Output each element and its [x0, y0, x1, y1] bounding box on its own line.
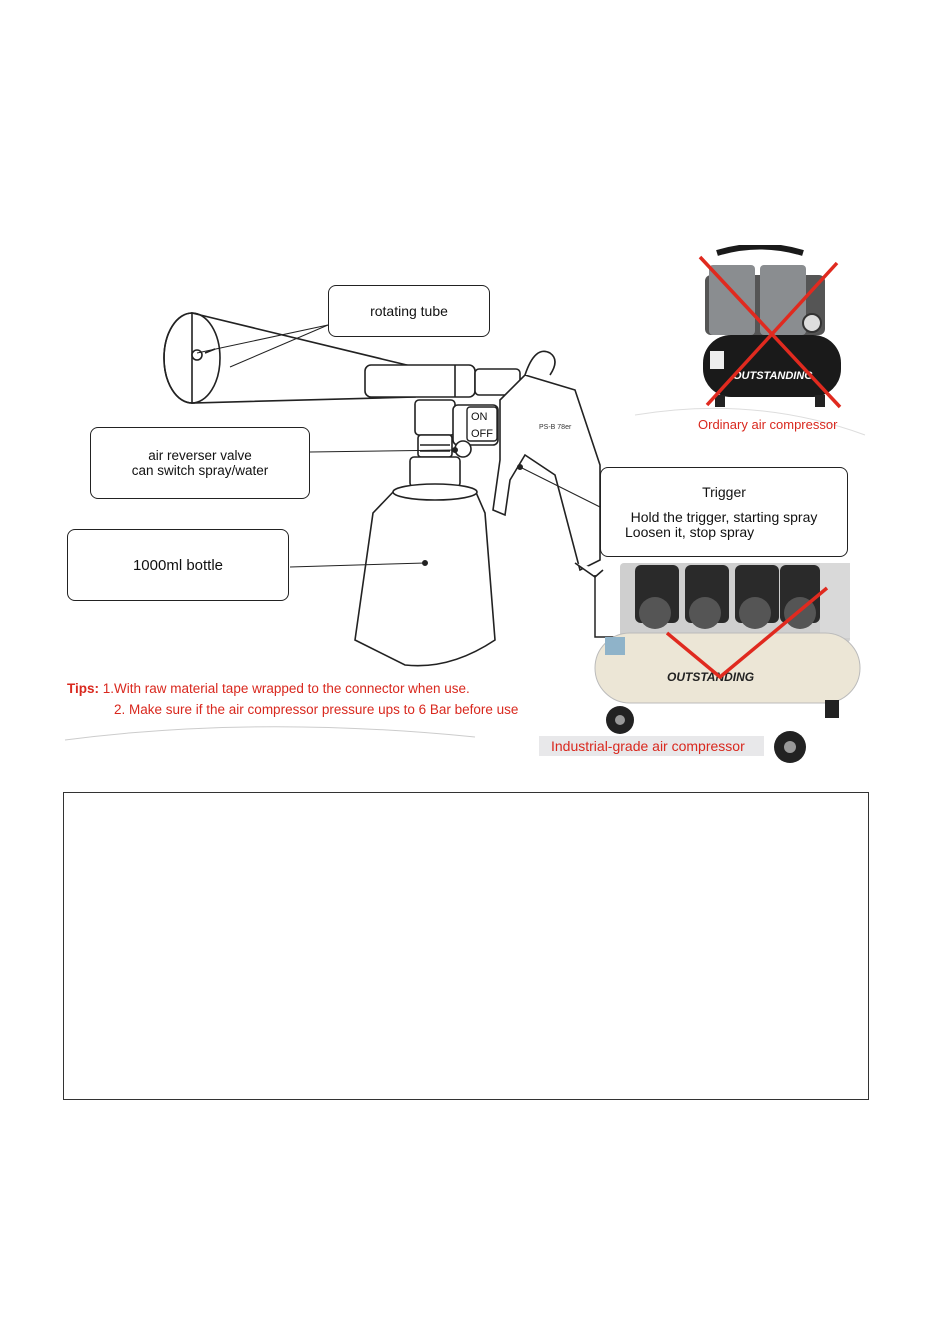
- industrial-compressor-caption: Industrial-grade air compressor: [539, 736, 764, 756]
- tips-label: Tips:: [67, 681, 100, 696]
- ordinary-brand: OUTSTANDING: [733, 370, 813, 382]
- air-reverser-valve-callout: [90, 427, 310, 499]
- switch-off-label: OFF: [471, 428, 493, 440]
- trigger-title: Trigger: [702, 483, 746, 500]
- gun-barrel: [365, 365, 520, 397]
- rotating-tube-label: rotating tube: [370, 303, 448, 319]
- gun-marking: PS-B 78er: [539, 424, 572, 431]
- bottle-callout: [67, 529, 289, 601]
- trigger-line1: Hold the trigger, starting spray: [630, 508, 818, 525]
- switch-on-label: ON: [471, 411, 488, 423]
- usage-tips: [67, 678, 518, 720]
- trigger-callout: [600, 467, 848, 557]
- blank-content-box: [63, 792, 869, 1100]
- air-valve-label-line2: can switch spray/water: [131, 463, 269, 478]
- trigger-line2: Loosen it, stop spray: [625, 523, 755, 540]
- bottle-label: 1000ml bottle: [132, 556, 224, 574]
- tip-item-1: 1.With raw material tape wrapped to the connector when use.: [102, 681, 470, 696]
- industrial-brand: OUTSTANDING: [667, 670, 755, 684]
- ordinary-compressor-photo: [703, 247, 841, 408]
- air-valve-label-line1: air reverser valve: [148, 448, 252, 463]
- product-diagram: [55, 245, 875, 785]
- rotating-tube-callout: [328, 285, 490, 337]
- tip-item-2: 2. Make sure if the air compressor pressure ups to 6 Bar before use: [114, 702, 519, 717]
- ordinary-compressor-caption: Ordinary air compressor: [698, 417, 838, 432]
